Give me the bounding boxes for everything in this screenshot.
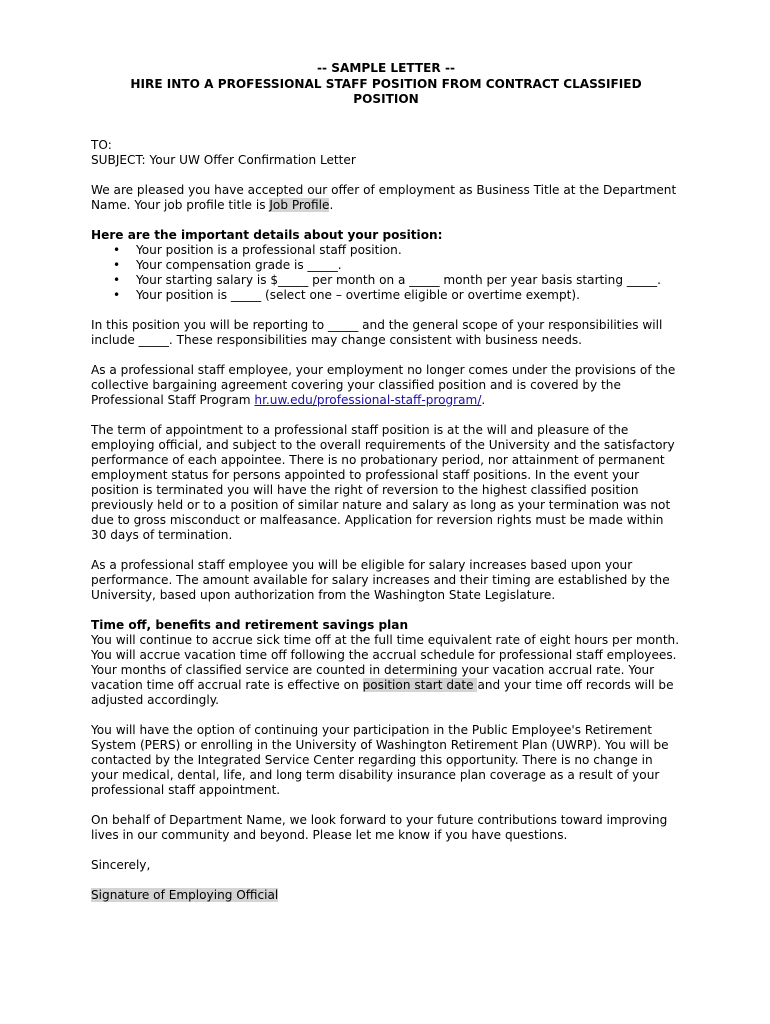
timeoff-end: and your time off records will be adjusted accordingly. (91, 677, 674, 707)
intro-end: . (329, 197, 334, 212)
spacer (91, 798, 681, 813)
job-profile-field[interactable]: Job Profile (269, 197, 330, 212)
spacer (91, 168, 681, 183)
program-text: As a professional staff employee, your employment no longer comes under the provisions of the collective bargaining agreement covering your classified position and is covered by the Professional Staff Program (91, 362, 676, 407)
program-end: . (481, 392, 486, 407)
list-item (91, 258, 681, 273)
list-item (91, 288, 681, 303)
closing-paragraph: On behalf of Department Name, we look forward to your future contributions toward improving lives in our community and beyond. Please let me know if you have questions. (91, 812, 668, 842)
bullet-icon: • (113, 287, 121, 302)
timeoff-paragraph (91, 633, 681, 708)
intro-text: We are pleased you have accepted our offer of employment as Business Title at the Department Name. Your job profile title is (91, 182, 677, 212)
details-list (91, 243, 681, 303)
bullet-icon: • (113, 272, 121, 287)
list-item-text: Your position is a professional staff position. (136, 242, 402, 257)
details-heading: Here are the important details about your position: (91, 227, 443, 242)
program-paragraph (91, 363, 681, 408)
spacer (91, 108, 681, 138)
list-item-text: Your compensation grade is _____. (136, 257, 342, 272)
bullet-icon: • (113, 242, 121, 257)
signature-field[interactable]: Signature of Employing Official (91, 887, 279, 902)
professional-staff-program-link[interactable]: hr.uw.edu/professional-staff-program/ (254, 392, 482, 407)
list-item-text: Your position is _____ (select one – overtime eligible or overtime exempt). (136, 287, 580, 302)
spacer (91, 408, 681, 423)
signoff: Sincerely, (91, 857, 151, 872)
salary-paragraph: As a professional staff employee you will be eligible for salary increases based upon your performance. The amount available for salary increases and their timing are established by the University, based upon authorization from the Washington State Legislature. (91, 557, 670, 602)
spacer (91, 708, 681, 723)
spacer (91, 873, 681, 888)
timeoff-text: You will continue to accrue sick time off at the full time equivalent rate of eight hours per month. You will accrue vacation time off following the accrual schedule for professional staff employees. Your months of classified service are counted in determining your vacation accrual rate. Your vacation time off accrual rate is effective on (91, 632, 680, 692)
spacer (91, 303, 681, 318)
spacer (91, 543, 681, 558)
spacer (91, 213, 681, 228)
letter-title: HIRE INTO A PROFESSIONAL STAFF POSITION FROM CONTRACT CLASSIFIED POSITION (130, 76, 642, 106)
to-line: TO: (91, 137, 112, 152)
retirement-paragraph: You will have the option of continuing your participation in the Public Employee's Retirement System (PERS) or enrolling in the University of Washington Retirement Plan (UWRP). You will be contacted by the Integrated Service Center regarding this opportunity. There is no change in your medical, dental, life, and long term disability insurance plan coverage as a result of your professional staff appointment. (91, 722, 669, 797)
position-start-date-field[interactable]: position start date (362, 677, 478, 692)
reporting-paragraph: In this position you will be reporting to _____ and the general scope of your responsibilities will include _____. These responsibilities may change consistent with business needs. (91, 317, 663, 347)
letter-page (91, 61, 681, 903)
intro-paragraph (91, 183, 681, 213)
list-item (91, 273, 681, 288)
sample-letter-label: -- SAMPLE LETTER -- (317, 61, 455, 75)
list-item-text: Your starting salary is $_____ per month on a _____ month per year basis starting _____. (136, 272, 661, 287)
spacer (91, 348, 681, 363)
term-paragraph: The term of appointment to a professional staff position is at the will and pleasure of the employing official, and subject to the overall requirements of the University and the satisfactory performance of each appointee. There is no probationary period, nor attainment of permanent employment status for persons appointed to professional staff positions. In the event your position is terminated you will have the right of reversion to the highest classified position previously held or to a position of similar nature and salary as long as your termination was not due to gross misconduct or malfeasance. Application for reversion rights must be made within 30 days of termination. (91, 422, 675, 542)
spacer (91, 603, 681, 618)
signature-paragraph (91, 888, 681, 903)
spacer (91, 843, 681, 858)
subject-line: SUBJECT: Your UW Offer Confirmation Letter (91, 152, 356, 167)
bullet-icon: • (113, 257, 121, 272)
list-item (91, 243, 681, 258)
timeoff-heading: Time off, benefits and retirement savings plan (91, 617, 409, 632)
